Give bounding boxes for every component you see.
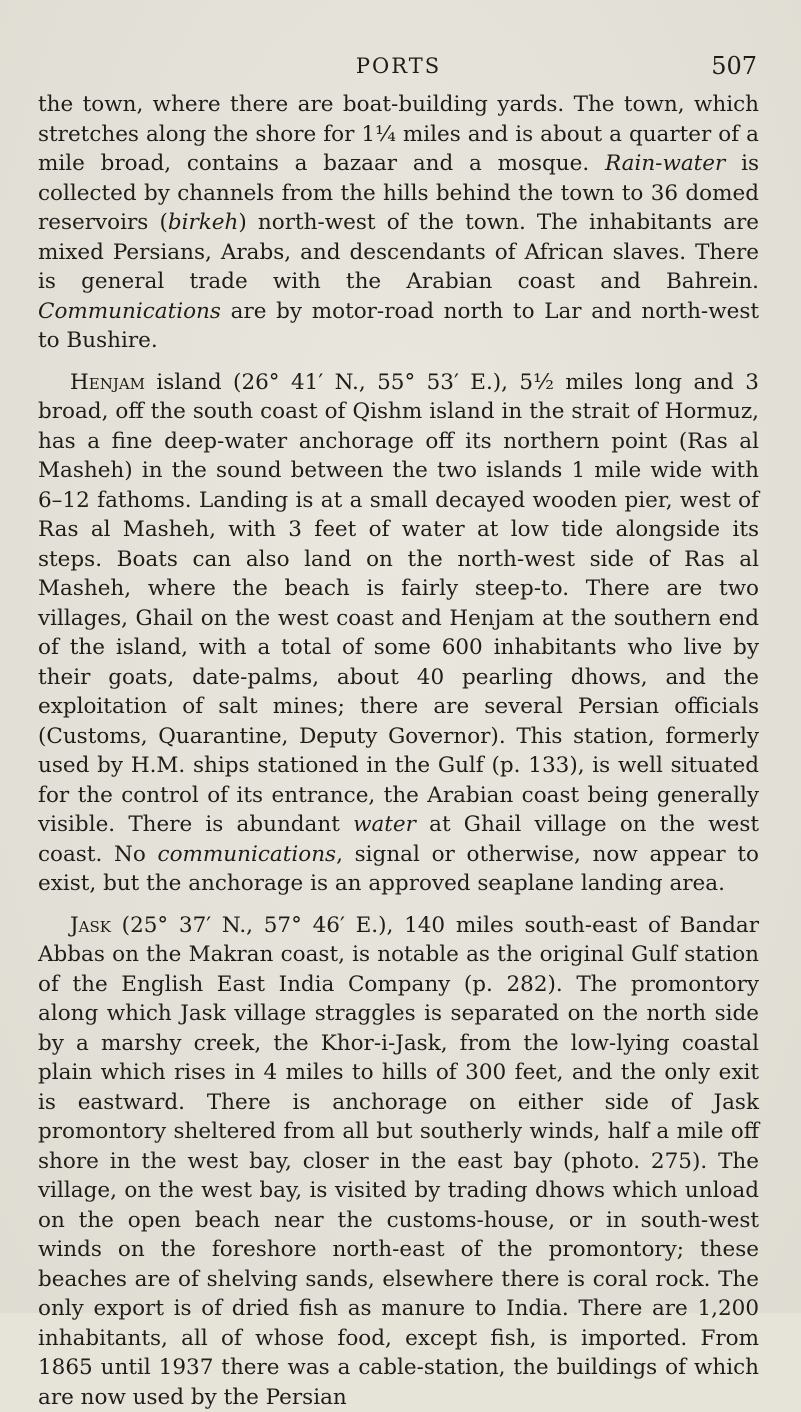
paragraph-henjam-island [38,368,759,899]
entry-heading-jask: Jask [70,913,111,938]
emphasis-text: water [353,812,416,837]
paragraph-jask [38,911,759,1412]
text-run: (25° 37′ N., 57° 46′ E.), 140 miles south-east of Bandar Abbas on the Makran coast, is notable as the original Gulf station of the English East India Company (p. 282). The promontory along which Jask village straggles is separated on the north side by a marshy creek, the Khor-i-Jask, from the low-lying coastal plain which rises in 4 miles to hills of 300 feet, and the only exit is eastward. There is anchorage on either side of Jask promontory sheltered from all but southerly winds, half a mile off shore in the west bay, closer in the east bay (photo. 275). The village, on the west bay, is visited by trading dhows which unload on the open beach near the customs-house, or in south-west winds on the foreshore north-east of the promontory; these beaches are of shelving sands, elsewhere there is coral rock. The only export is of dried fish as manure to India. There are 1,200 inhabitants, all of whose food, except fish, is imported. From 1865 until 1937 there was a cable-station, the buildings of which are now used by the Persian [38,913,759,1410]
text-run: at Ghail village on the west coast. No [38,812,759,867]
text-run: , signal or otherwise, now appear to exist, but the anchorage is an approved seaplane landing area. [38,842,759,897]
emphasis-text: Rain-water [605,151,725,176]
emphasis-text: birkeh [168,210,239,235]
text-run: island (26° 41′ N., 55° 53′ E.), 5½ miles long and 3 broad, off the south coast of Qishm island in the strait of Hormuz, has a fine deep-water anchorage off its northern point (Ras al Masheh) in the sound between the two islands 1 mile wide with 6–12 fathoms. Landing is at a small decayed wooden pier, west of Ras al Masheh, with 3 feet of water at low tide alongside its steps. Boats can also land on the north-west side of Ras al Masheh, where the beach is fairly steep-to. There are two villages, Ghail on the west coast and Henjam at the southern end of the island, with a total of some 600 inhabitants who live by their goats, date-palms, about 40 pearling dhows, and the exploitation of salt mines; there are several Persian officials (Customs, Quarantine, Deputy Governor). This station, formerly used by H.M. ships stationed in the Gulf (p. 133), is well situated for the control of its entrance, the Arabian coast being generally visible. There is abundant [38,370,759,838]
text-run: ) north-west of the town. The inhabitants are mixed Persians, Arabs, and descendants of African slaves. There is general trade with the Arabian coast and Bahrein. [38,210,759,294]
entry-heading-henjam: Henjam [70,370,145,395]
text-run: the town, where there are boat-building yards. The town, which stretches along the shore for 1¼ miles and is about a quarter of a mile broad, contains a bazaar and a mosque. [38,92,759,176]
text-run: are by motor-road north to Lar and north-west to Bushire. [38,299,759,354]
emphasis-text: Communications [38,299,221,324]
paragraph-town-description [38,90,759,356]
page-number: 507 [711,52,757,80]
page-header [38,52,759,84]
emphasis-text: communications [158,842,337,867]
running-head: PORTS [38,52,759,80]
body-text [38,90,759,1412]
text-run: is collected by channels from the hills behind the town to 36 domed reservoirs ( [38,151,759,235]
